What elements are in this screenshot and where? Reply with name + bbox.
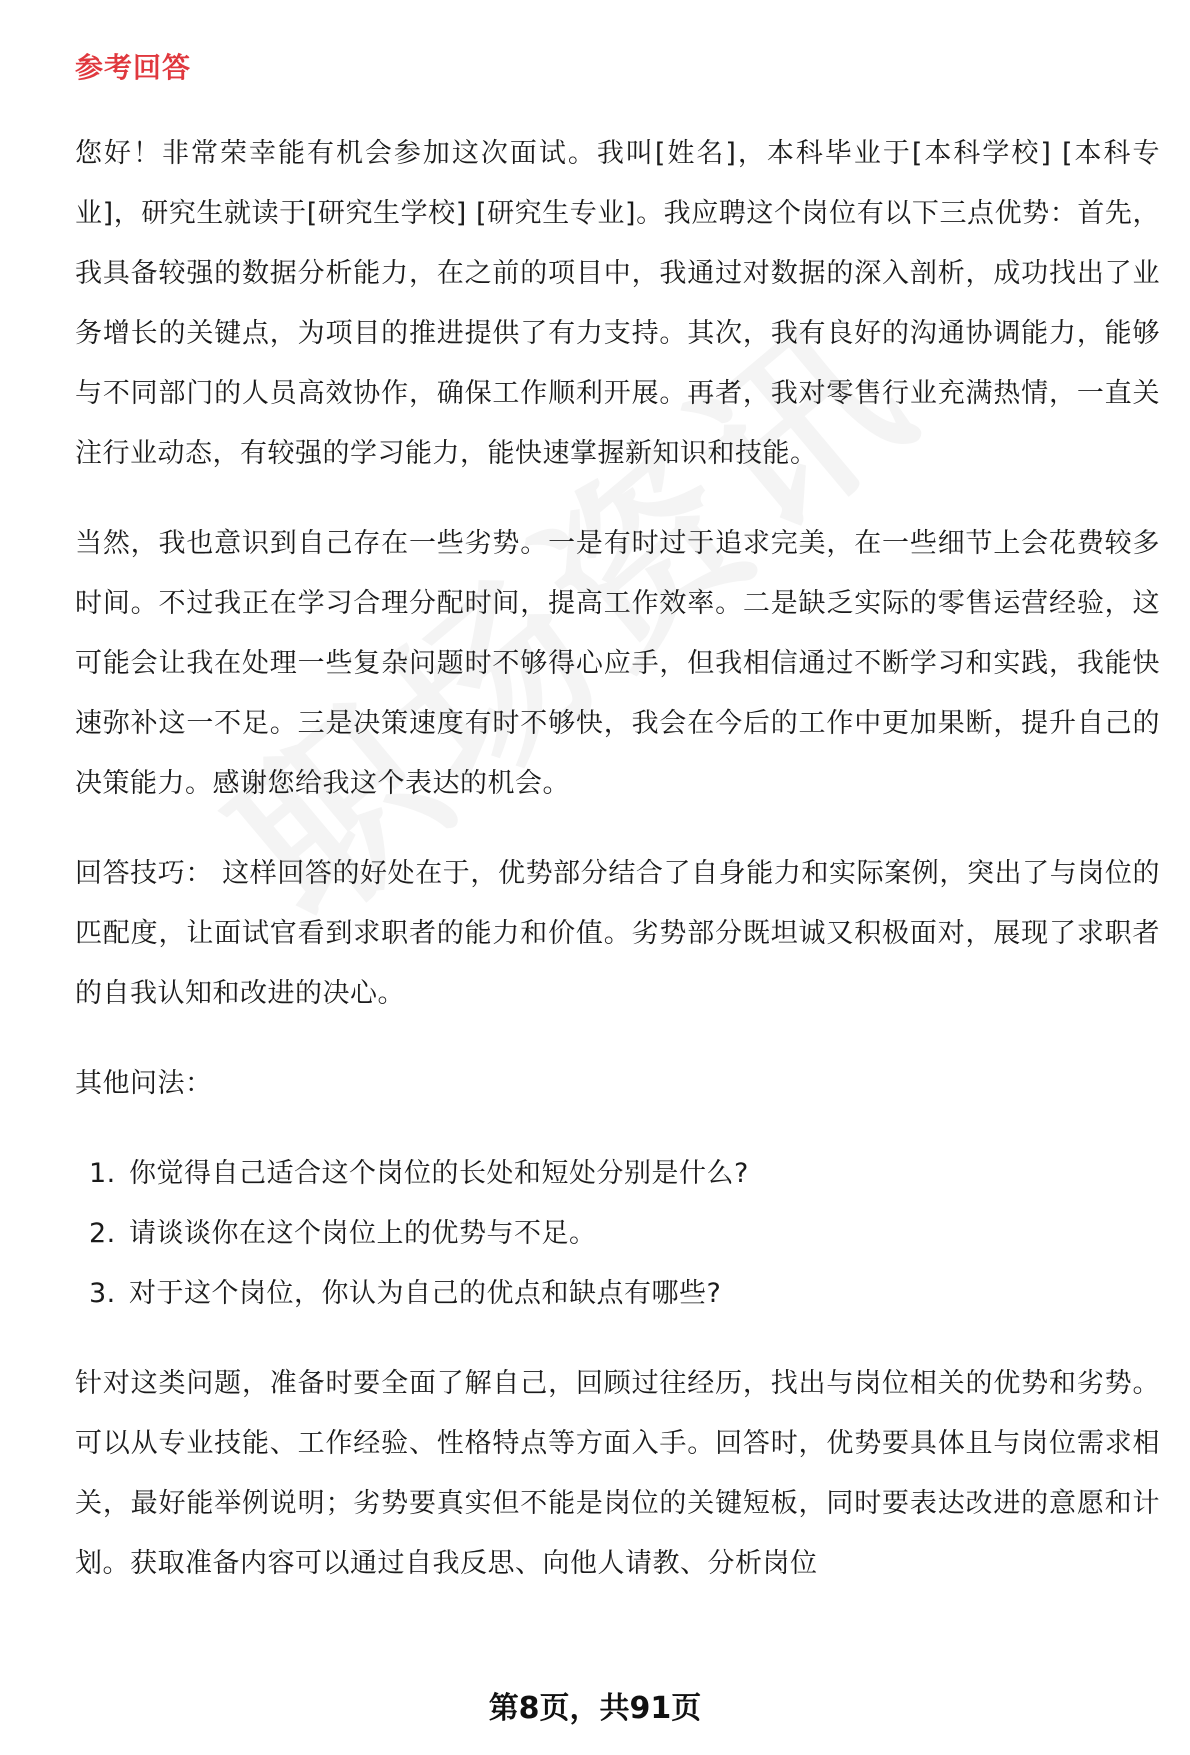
- answer-paragraph-weaknesses: 当然，我也意识到自己存在一些劣势。一是有时过于追求完美，在一些细节上会花费较多时间。不过我正在学习合理分配时间，提高工作效率。二是缺乏实际的零售运营经验，这可能会让我在处理一些复杂问题时不够得心应手，但我相信通过不断学习和实践，我能快速弥补这一不足。三是决策速度有时不够快，我会在今后的工作中更加果断，提升自己的决策能力。感谢您给我这个表达的机会。: [75, 528, 1160, 799]
- list-item-text: 请谈谈你在这个岗位上的优势与不足。: [129, 1218, 597, 1249]
- page-content: [75, 48, 1160, 1624]
- other-questions-list: [75, 1144, 1160, 1324]
- list-item-text: 对于这个岗位，你认为自己的优点和缺点有哪些?: [129, 1278, 722, 1309]
- list-item-number: 2.: [89, 1218, 116, 1249]
- list-item: [89, 1264, 1160, 1324]
- page-number-footer: 第8页，共91页: [488, 1691, 702, 1726]
- list-item: [89, 1204, 1160, 1264]
- other-questions-label: 其他问法：: [75, 1068, 213, 1099]
- section-heading: 参考回答: [75, 51, 192, 84]
- preparation-advice-paragraph: 针对这类问题，准备时要全面了解自己，回顾过往经历，找出与岗位相关的优势和劣势。可以从专业技能、工作经验、性格特点等方面入手。回答时，优势要具体且与岗位需求相关，最好能举例说明；劣势要真实但不能是岗位的关键短板，同时要表达改进的意愿和计划。获取准备内容可以通过自我反思、向他人请教、分析岗位: [75, 1368, 1160, 1579]
- answer-tips-paragraph: 回答技巧： 这样回答的好处在于，优势部分结合了自身能力和实际案例，突出了与岗位的匹配度，让面试官看到求职者的能力和价值。劣势部分既坦诚又积极面对，展现了求职者的自我认知和改进的决心。: [75, 858, 1160, 1009]
- answer-paragraph-strengths: 您好！非常荣幸能有机会参加这次面试。我叫[姓名]，本科毕业于[本科学校] [本科专业]，研究生就读于[研究生学校] [研究生专业]。我应聘这个岗位有以下三点优势：首先，我具备较强的数据分析能力，在之前的项目中，我通过对数据的深入剖析，成功找出了业务增长的关键点，为项目的推进提供了有力支持。其次，我有良好的沟通协调能力，能够与不同部门的人员高效协作，确保工作顺利开展。再者，我对零售行业充满热情，一直关注行业动态，有较强的学习能力，能快速掌握新知识和技能。: [75, 138, 1160, 469]
- list-item-number: 3.: [89, 1278, 116, 1309]
- list-item-text: 你觉得自己适合这个岗位的长处和短处分别是什么?: [129, 1158, 749, 1189]
- list-item: [89, 1144, 1160, 1204]
- list-item-number: 1.: [89, 1158, 116, 1189]
